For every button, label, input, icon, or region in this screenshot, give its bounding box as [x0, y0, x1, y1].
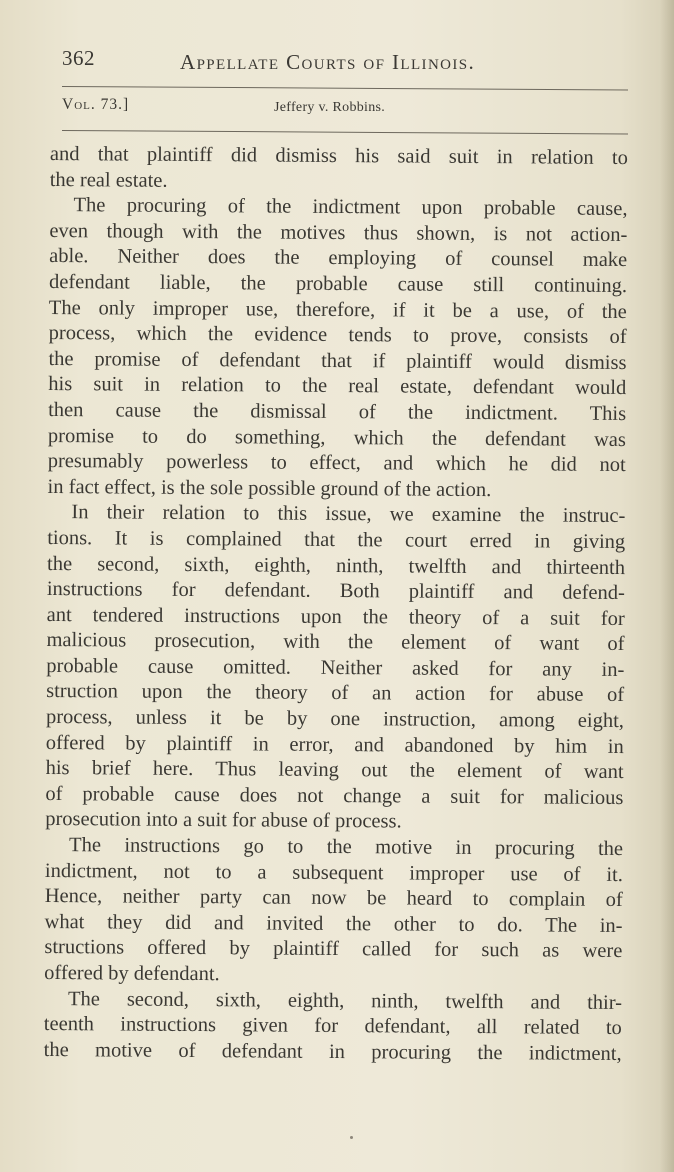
text-line: what they did and invited the other to do. The in-	[44, 910, 623, 937]
opinion-text	[44, 142, 628, 1067]
text-line: teenth instructions given for defendant, all related to	[43, 1013, 622, 1040]
text-line: Hence, neither party can now be heard to complain of	[44, 885, 623, 912]
page-speck	[350, 1136, 353, 1139]
text-line: offered by plaintiff in error, and abandoned by him in	[45, 731, 624, 758]
text-line: process, unless it be by one instruction, among eight,	[45, 706, 625, 733]
running-title: Appellate Courts of Illinois.	[180, 50, 476, 74]
text-line: his suit in relation to the real estate, defendant would	[48, 373, 627, 400]
text-line: the second, sixth, eighth, ninth, twelfth and thirteenth	[46, 552, 626, 579]
text-line: malicious prosecution, with the element of want of	[46, 629, 625, 656]
page-number: 362	[62, 46, 95, 70]
text-line: the motive of defendant in procuring the indictment,	[43, 1038, 622, 1065]
page-header	[62, 44, 632, 84]
text-line: tions. It is complained that the court erred in giving	[47, 526, 626, 553]
text-line: The instructions go to the motive in procuring the	[69, 834, 624, 861]
header-rule-top	[62, 86, 628, 90]
text-line: of probable cause does not change a suit for malicious	[45, 782, 624, 809]
text-line: probable cause omitted. Neither asked for any in-	[46, 654, 625, 681]
text-line: structions offered by plaintiff called for such as were	[44, 936, 623, 963]
text-line: The second, sixth, eighth, ninth, twelfth and thir-	[67, 987, 623, 1014]
text-line: then cause the dismissal of the indictment. This	[48, 398, 627, 425]
volume-reference: Vol. 73.]	[62, 96, 130, 113]
text-line: and that plaintiff did dismiss his said suit in relation to	[49, 142, 628, 170]
text-line: offered by defendant.	[44, 961, 220, 986]
text-line: The procuring of the indictment upon probable cause,	[73, 194, 628, 221]
case-name: Jeffery v. Robbins.	[274, 100, 386, 115]
text-line: The only improper use, therefore, if it be a use, of the	[48, 296, 627, 323]
page-edge-shadow	[660, 0, 674, 1172]
text-line: In their relation to this issue, we examine the instruc-	[71, 501, 626, 528]
text-line: prosecution into a suit for abuse of process.	[45, 808, 402, 833]
text-line: defendant liable, the probable cause still continuing.	[48, 270, 628, 298]
text-line: in fact effect, is the sole possible ground of the action.	[47, 475, 492, 501]
text-line: able. Neither does the employing of counsel make	[49, 245, 628, 272]
text-line: the real estate.	[49, 168, 168, 192]
text-line: presumably powerless to effect, and which he did not	[47, 450, 626, 477]
header-rule-bottom	[62, 130, 628, 134]
text-line: instructions for defendant. Both plaintiff and defend-	[46, 578, 625, 605]
text-line: his brief here. Thus leaving out the element of want	[45, 757, 624, 784]
text-line: even though with the motives thus shown, is not action-	[49, 219, 628, 246]
text-line: struction upon the theory of an action for abuse of	[46, 680, 625, 707]
text-line: promise to do something, which the defendant was	[47, 424, 627, 451]
text-line: the promise of defendant that if plaintiff would dismiss	[48, 347, 627, 374]
case-header	[62, 96, 628, 124]
text-line: indictment, not to a subsequent improper use of it.	[44, 859, 623, 886]
text-line: process, which the evidence tends to prove, consists of	[48, 322, 627, 349]
text-line: ant tendered instructions upon the theory of a suit for	[46, 603, 625, 630]
